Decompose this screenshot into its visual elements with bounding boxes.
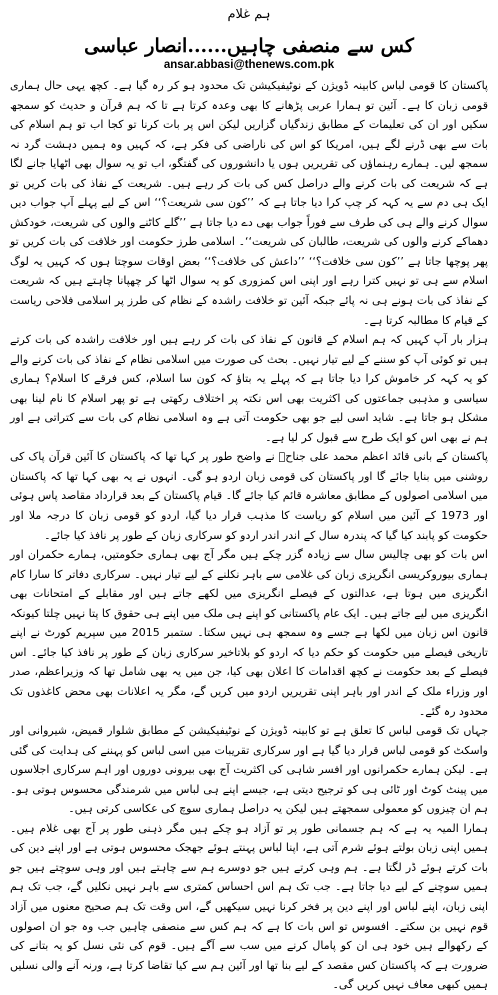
article-paragraph: ہزار بار آپ کہیں کہ ہم اسلام کے قانون کے نفاذ کی بات کر رہے ہیں اور خلافت راشدہ کی بات کرتے ہیں تو کوئی آپ کو سننے کے لیے تیار نہیں۔ بحث کی صورت میں اسلامی نظام کے نفاذ کی بات کرنے والے کو یہ کہہ کر خاموش کرا دیا جاتا ہے کہ پہلے یہ بتاؤ کہ کون سا اسلام، کس فرقے کا اسلام؟ ہماری سیاسی و مذہبی جماعتوں کی اکثریت بھی اس نکتہ پر اختلاف رکھتی ہے تو پھر اسلام کا نام لینا بھی مشکل ہو جاتا ہے۔ شاید اسی لیے جو بھی حکومت آتی ہے وہ اسلامی نظام کی بات سے کتراتی ہے اور ہم نے بھی اس کو ایک طرح سے قبول کر لیا ہے۔ [10,333,488,444]
article-paragraph: ہمارا المیہ یہ ہے کہ ہم جسمانی طور پر تو آزاد ہو چکے ہیں مگر ذہنی طور پر آج بھی غلام ہیں۔ ہمیں اپنی زبان بولتے ہوئے شرم آتی ہے، اپنا لباس پہنتے ہوئے جھجک محسوس ہوتی ہے اور اپنے دین کی بات کرتے ہوئے ڈر لگتا ہے۔ ہم وہی کرتے ہیں جو دوسرے ہم سے چاہتے ہیں اور وہی سوچتے ہیں جو ہمیں سوچنے کے لیے دیا جاتا ہے۔ جب تک ہم اس احساس کمتری سے باہر نہیں نکلیں گے، جب تک ہم اپنی زبان، اپنے لباس اور اپنے دین پر فخر کرنا نہیں سیکھیں گے، اس وقت تک ہم صحیح معنوں میں آزاد قوم نہیں بن سکتے۔ افسوس تو اس بات کا ہے کہ ہم کس سے منصفی چاہیں جب وہ جو ان اصولوں کے رکھوالے ہیں خود ہی ان کو پامال کرنے میں سب سے آگے ہیں۔ قوم کی نئی نسل کو یہ بتانے کی ضرورت ہے کہ پاکستان کس مقصد کے لیے بنا تھا اور آئین ہم سے کیا تقاضا کرتا ہے، ورنہ آنے والی نسلیں ہمیں کبھی معاف نہیں کریں گی۔ [10,821,488,992]
article-paragraph: پاکستان کے بانی قائد اعظم محمد علی جناحؒ نے واضح طور پر کہا تھا کہ پاکستان کا آئین قرآن پاک کی روشنی میں بنایا جائے گا اور پاکستان کی قومی زبان اردو ہو گی۔ انہوں نے یہ بھی کہا تھا کہ پاکستان میں اسلامی اصولوں کے مطابق معاشرہ قائم کیا جائے گا۔ قیام پاکستان کے بعد قرارداد مقاصد پاس ہوئی اور 1973 کے آئین میں اسلام کو ریاست کا مذہب قرار دیا گیا، اردو کو قومی زبان کا درجہ ملا اور حکومت کو پابند کیا گیا کہ پندرہ سال کے اندر اندر اردو کو سرکاری زبان کے طور پر نافذ کیا جائے۔ [10,450,488,542]
article-paragraph: پاکستان کا قومی لباس کابینہ ڈویژن کے نوٹیفیکیشن تک محدود ہو کر رہ گیا ہے۔ کچھ یہی حال ہماری قومی زبان کا ہے۔ آئین تو ہمارا عربی پڑھانے کا بھی وعدہ کرتا ہے تا کہ ہم قرآن و حدیث کو سمجھ سکیں اور ان کی تعلیمات کے مطابق زندگیاں گزاریں لیکن اس پر بات کرنا تو کجا اب تو ہم اسلام کی بات سے بھی ڈرنے لگے ہیں، امریکا کو اس کی ناراضی کی فکر ہے، کہ کہیں وہ ہمیں دہشت گرد نہ سمجھ لیں۔ ہمارے رہنماؤں کی تقریریں ہوں یا دانشوروں کی گفتگو، اب تو یہ سوال بھی اٹھایا جانے لگا ہے کہ شریعت کی بات کرنے والے دراصل کس کی بات کر رہے ہیں۔ شریعت کے نفاذ کی بات کریں تو ایک ہی دم سے یہ کہہ کر چپ کرا دیا جاتا ہے کہ ’’کون سی شریعت؟‘‘ اس کے لیے پہلے آپ جواب دیں سوال کرنے والے ہی کی طرف سے فوراً جواب بھی دے دیا جاتا ہے ’’گلے کاٹنے والوں کی شریعت، خودکش دھماکے کرنے والوں کی شریعت، طالبان کی شریعت‘‘۔ اسلامی طرز حکومت اور خلافت کی بات کریں تو پھر پوچھا جاتا ہے ’’کون سی خلافت؟‘‘ ’’داعش کی خلافت؟‘‘ بعض اوقات سوچتا ہوں کہ کہیں یہ لوگ اسلام سے ہی تو نہیں کترا رہے اور اپنی اس کمزوری کو یہ سوال اٹھا کر چھپانا چاہتے ہیں کہ شریعت کے نفاذ کی بات ہونے ہی نہ پائے جبکہ آئین تو خلافت راشدہ کے نظام کی طرز پر اسلامی فلاحی ریاست کے قیام کا مطالبہ کرتا ہے۔ [10,79,488,327]
article-paragraph: جہاں تک قومی لباس کا تعلق ہے تو کابینہ ڈویژن کے نوٹیفیکیشن کے مطابق شلوار قمیض، شیروانی اور واسکٹ کو قومی لباس قرار دیا گیا ہے اور سرکاری تقریبات میں اسی لباس کو پہننے کی ہدایت کی گئی ہے۔ لیکن ہمارے حکمرانوں اور افسر شاہی کی اکثریت آج بھی بیرونی دوروں اور اہم سرکاری اجلاسوں میں پینٹ کوٹ اور ٹائی ہی کو ترجیح دیتی ہے، جیسے اپنے ہی لباس میں شرمندگی محسوس ہوتی ہو۔ ہم ان چیزوں کو معمولی سمجھتے ہیں لیکن یہ دراصل ہماری سوچ کی عکاسی کرتی ہیں۔ [10,724,488,816]
author-email: ansar.abbasi@thenews.com.pk [163,59,335,71]
headline-separator: ...... [187,35,228,57]
article-paragraph: اس بات کو بھی چالیس سال سے زیادہ گزر چکے ہیں مگر آج بھی ہماری حکومتیں، ہمارے حکمران اور ہماری بیوروکریسی انگریزی زبان کی غلامی سے باہر نکلنے کے لیے تیار نہیں۔ سرکاری دفاتر کا سارا کام انگریزی میں ہوتا ہے، عدالتوں کے فیصلے انگریزی میں لکھے جاتے ہیں اور مقابلے کے امتحانات بھی انگریزی میں لیے جاتے ہیں۔ ایک عام پاکستانی کو اپنے ہی ملک میں اپنے ہی حقوق کا پتا نہیں چلتا کیونکہ قانون اس زبان میں لکھا ہے جسے وہ سمجھ ہی نہیں سکتا۔ ستمبر 2015 میں سپریم کورٹ نے اپنے تاریخی فیصلے میں حکومت کو حکم دیا کہ اردو کو بلاتاخیر سرکاری زبان کے طور پر نافذ کیا جائے۔ اس فیصلے کے بعد حکومت نے کچھ اقدامات کا اعلان بھی کیا، جن میں یہ بھی شامل تھا کہ وزیراعظم، صدر اور وزراء ملک کے اندر اور باہر اپنی تقریریں اردو میں کریں گے، مگر یہ اعلانات بھی محض کاغذوں تک محدود رہ گئے۔ [10,548,488,718]
article-headline [10,34,488,58]
article-body [10,76,488,995]
headline-text: کس سے منصفی چاہیں [227,35,414,57]
author-name: انصار عباسی [84,35,188,57]
column-name: ہم غلام [227,7,271,22]
article-header [10,6,488,72]
